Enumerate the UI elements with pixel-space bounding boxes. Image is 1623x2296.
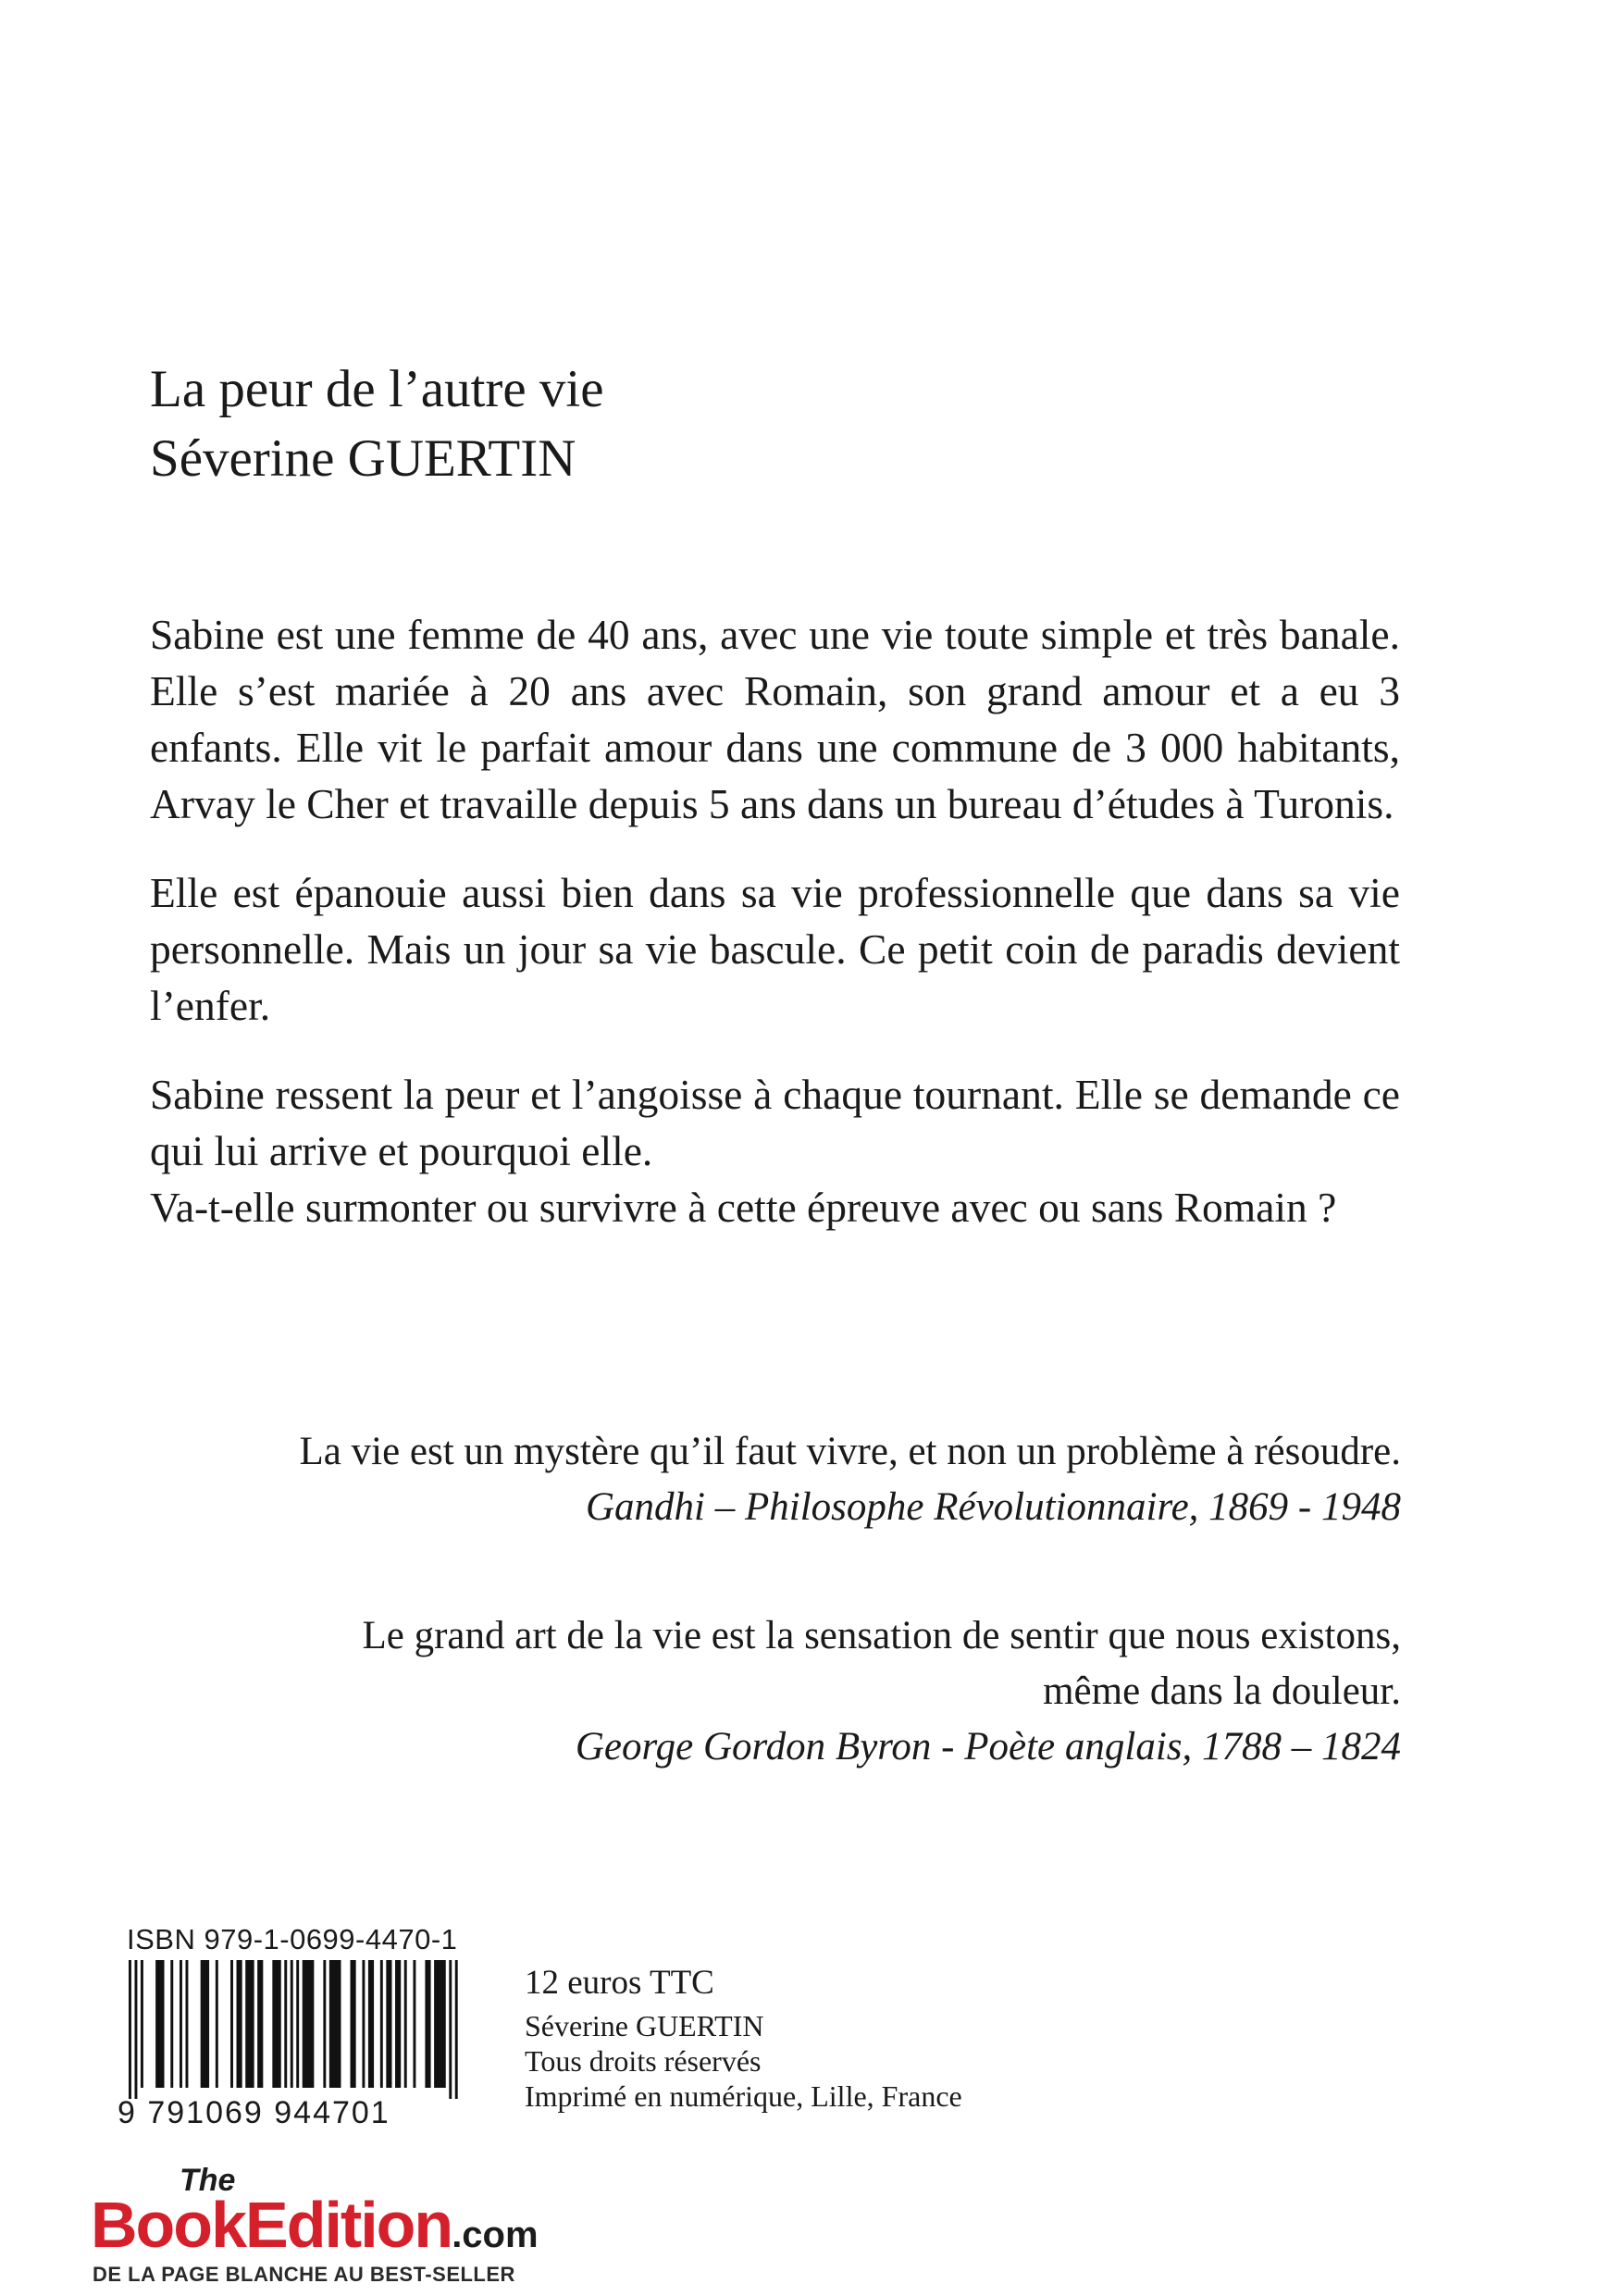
blurb-paragraph-1: Sabine est une femme de 40 ans, avec une vie toute simple et très banale. Elle s’est mariée à 20 ans avec Romain, son grand amour et a eu 3 enfants. Elle vit le parfait amour dans une commune de 3 000 habitants, Arvay le Cher et travaille depuis 5 ans dans un bureau d’études à Turonis.: [150, 611, 1400, 827]
quote-text: Le grand art de la vie est la sensation de sentir que nous existons,: [362, 1614, 1401, 1657]
barcode-bar: [291, 1960, 293, 2088]
blurb-paragraph-2: Elle est épanouie aussi bien dans sa vie professionnelle que dans sa vie personnelle. Mais un jour sa vie bascule. Ce petit coin de paradis devient l’enfer.: [150, 869, 1400, 1029]
barcode-bar: [329, 1960, 341, 2088]
printing-notice: Imprimé en numérique, Lille, France: [525, 2079, 962, 2113]
isbn-barcode: [118, 1923, 467, 2145]
quote-text: La vie est un mystère qu’il faut vivre, et non un problème à résoudre.: [299, 1430, 1401, 1473]
barcode-bar: [380, 1960, 383, 2088]
logo-brand: BookEdition: [91, 2189, 452, 2261]
barcode-bar: [216, 1960, 218, 2088]
book-author: Séverine GUERTIN: [150, 429, 576, 488]
logo-domain: .com: [452, 2215, 539, 2255]
barcode-bar: [386, 1960, 391, 2088]
barcode-bar: [257, 1960, 263, 2088]
barcode-bar: [284, 1960, 287, 2088]
publication-info: [525, 1962, 962, 2114]
barcode-bar: [180, 1960, 182, 2088]
barcode-bar: [413, 1960, 415, 2088]
blurb-paragraph-3: Sabine ressent la peur et l’angoisse à chaque tournant. Elle se demande ce qui lui arrive et pourquoi elle.: [150, 1071, 1400, 1174]
barcode-bars: [129, 1960, 458, 2099]
rights-notice: Tous droits réservés: [525, 2044, 762, 2078]
isbn-label: ISBN 979-1-0699-4470-1: [127, 1923, 458, 1955]
barcode-bar: [134, 1960, 137, 2099]
logo-tagline: DE LA PAGE BLANCHE AU BEST-SELLER: [93, 2263, 515, 2286]
barcode-bar: [425, 1960, 430, 2088]
bookedition-logo: [91, 2164, 646, 2284]
barcode-bar: [185, 1960, 188, 2088]
book-blurb: [150, 606, 1400, 1235]
barcode-bar: [230, 1960, 233, 2088]
barcode-bar: [362, 1960, 365, 2088]
barcode-bar: [404, 1960, 407, 2088]
barcode-number: 9 791069 944701: [118, 2095, 390, 2130]
barcode-bar: [434, 1960, 446, 2088]
barcode-bar: [296, 1960, 299, 2088]
barcode-bar: [237, 1960, 242, 2088]
barcode-bar: [129, 1960, 131, 2099]
quote-attribution: George Gordon Byron - Poète anglais, 1788 – 1824: [575, 1725, 1401, 1769]
barcode-bar: [141, 1960, 143, 2088]
barcode-bar: [395, 1960, 401, 2088]
quote-gandhi: [198, 1424, 1401, 1535]
quote-byron: [198, 1608, 1401, 1775]
barcode-bar: [272, 1960, 280, 2088]
barcode-bar: [155, 1960, 164, 2088]
book-title: La peur de l’autre vie: [150, 360, 604, 418]
barcode-bar: [245, 1960, 254, 2088]
barcode-bar: [170, 1960, 173, 2088]
barcode-bar: [323, 1960, 326, 2088]
price: 12 euros TTC: [525, 1964, 714, 2002]
barcode-bar: [303, 1960, 315, 2088]
barcode-bar: [455, 1960, 458, 2099]
barcode-bar: [449, 1960, 452, 2099]
barcode-bar: [350, 1960, 355, 2088]
quote-text: même dans la douleur.: [1043, 1669, 1401, 1713]
logo-wordmark: [91, 2190, 539, 2270]
barcode-bar: [368, 1960, 374, 2088]
quote-attribution: Gandhi – Philosophe Révolutionnaire, 1869 - 1948: [586, 1485, 1401, 1529]
barcode-bar: [201, 1960, 209, 2088]
blurb-paragraph-4: Va-t-elle surmonter ou survivre à cette épreuve avec ou sans Romain ?: [150, 1184, 1337, 1231]
copyright-author: Séverine GUERTIN: [525, 2009, 764, 2042]
logo-the: The: [180, 2163, 236, 2198]
